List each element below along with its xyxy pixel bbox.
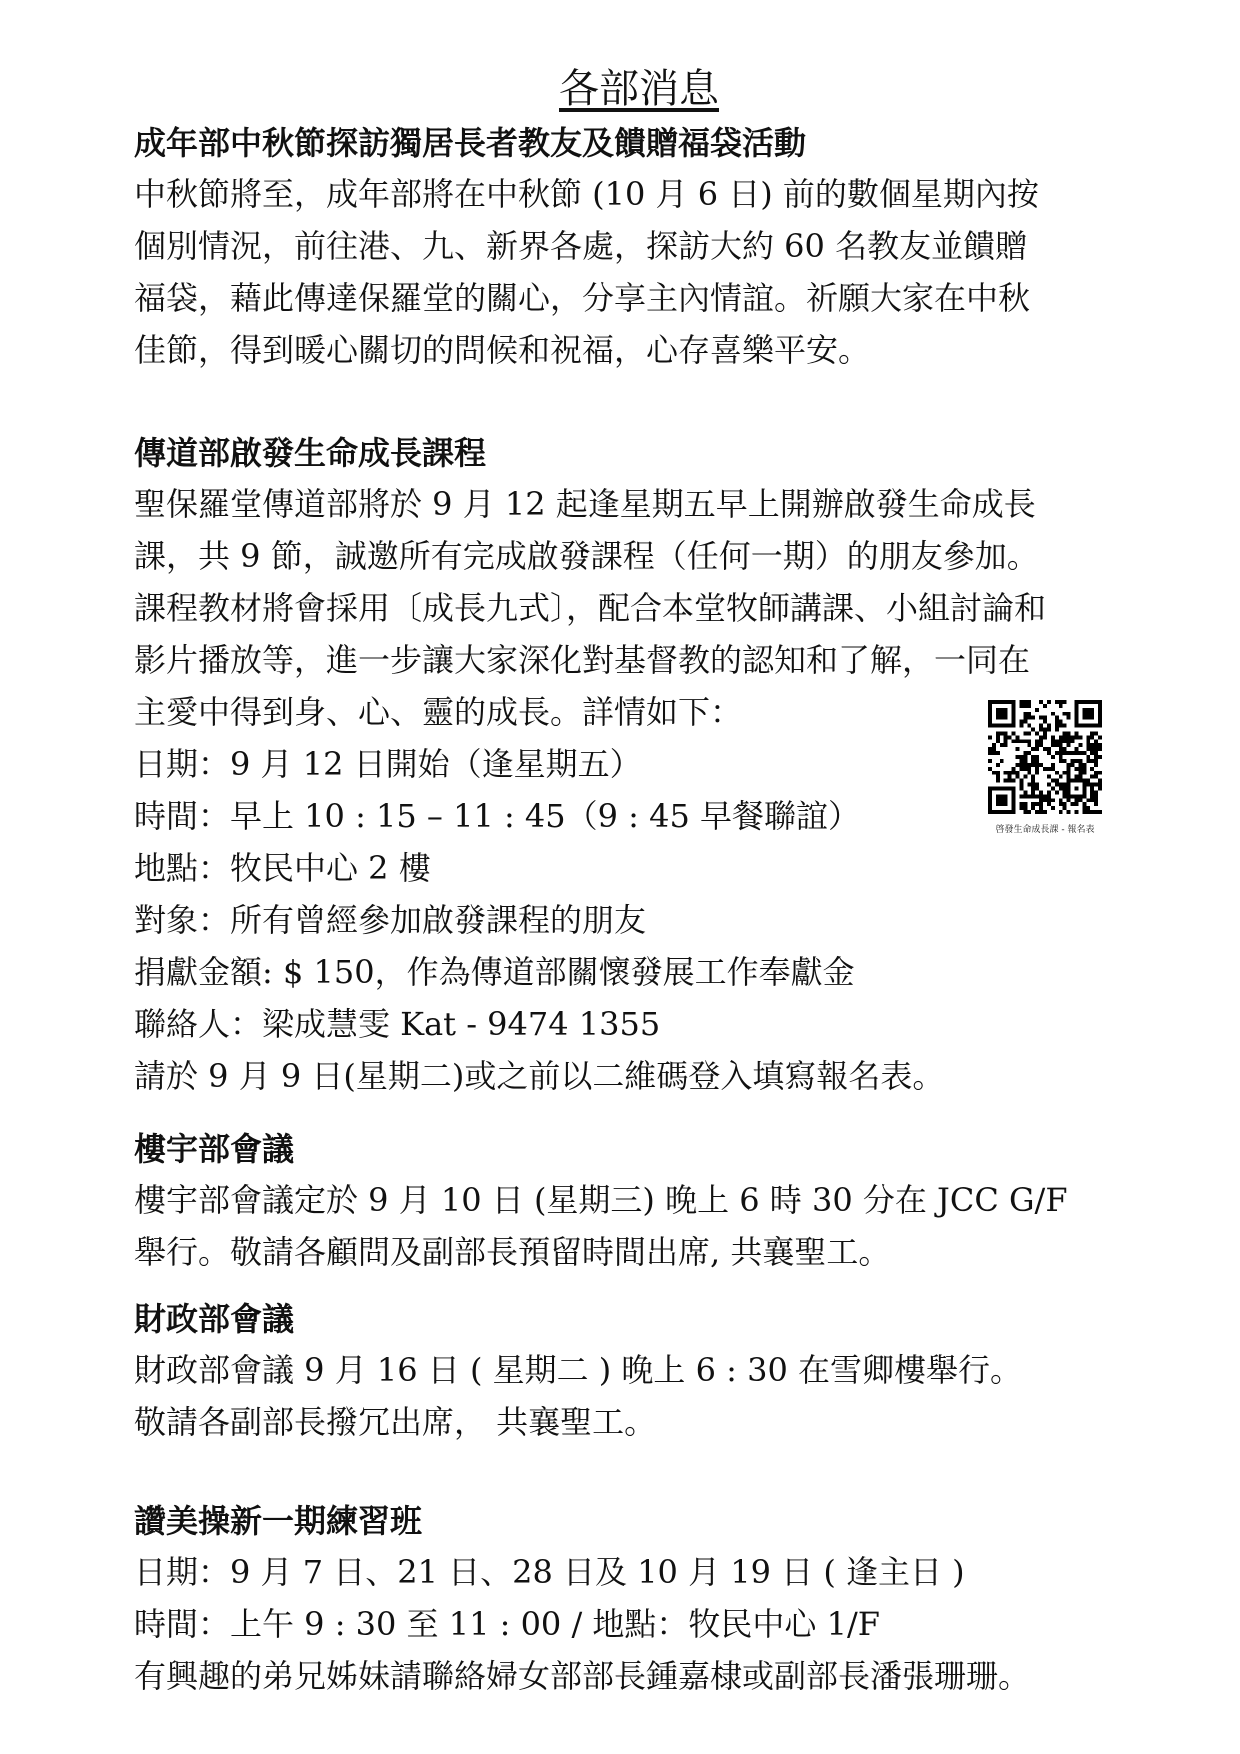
detail-contact: 聯絡人：梁成慧雯 Kat - 9474 1355 — [134, 1005, 661, 1043]
qr-code-block[interactable] — [980, 700, 1110, 836]
paragraph-line: 有興趣的弟兄姊妹請聯絡婦女部部長鍾嘉棣或副部長潘張珊珊。 — [134, 1657, 1031, 1695]
section-heading: 樓宇部會議 — [134, 1130, 295, 1168]
section-finance — [134, 1294, 1144, 1448]
detail-date: 日期：9 月 7 日、21 日、28 日及 10 月 19 日 ( 逢主日 ) — [134, 1553, 965, 1591]
qr-caption: 啓發生命成長課 - 報名表 — [995, 825, 1095, 835]
section-praise — [134, 1496, 1144, 1702]
section-heading: 傳道部啟發生命成長課程 — [134, 434, 487, 472]
paragraph-line: 課，共 9 節，誠邀所有完成啟發課程（任何一期）的朋友參加。 — [134, 537, 1039, 575]
paragraph-line: 個別情況，前往港、九、新界各處，探訪大約 60 名教友並饋贈 — [134, 227, 1028, 265]
page-title: 各部消息 — [559, 66, 719, 112]
bulletin-page — [134, 62, 1144, 1702]
detail-date: 日期：9 月 12 日開始（逢星期五） — [134, 745, 642, 783]
section-heading: 讚美操新一期練習班 — [134, 1502, 423, 1540]
section-adult — [134, 118, 1144, 376]
paragraph-line: 課程教材將會採用〔成長九式〕，配合本堂牧師講課、小組討論和 — [134, 589, 1047, 627]
paragraph-line: 主愛中得到身、心、靈的成長。詳情如下： — [134, 693, 743, 731]
detail-location: 地點：牧民中心 2 樓 — [134, 849, 431, 887]
detail-time: 時間：早上 10 : 15 – 11 : 45（9 : 45 早餐聯誼） — [134, 797, 861, 835]
detail-time-location: 時間：上午 9 : 30 至 11 : 00 / 地點：牧民中心 1/F — [134, 1605, 880, 1643]
paragraph-line: 財政部會議 9 月 16 日 ( 星期二 ) 晚上 6 : 30 在雪卿樓舉行。 — [134, 1351, 1022, 1389]
paragraph-line: 中秋節將至，成年部將在中秋節 (10 月 6 日) 前的數個星期內按 — [134, 175, 1039, 213]
paragraph-line: 舉行。敬請各顧問及副部長預留時間出席, 共襄聖工。 — [134, 1233, 891, 1271]
detail-audience: 對象：所有曾經參加啟發課程的朋友 — [134, 901, 647, 939]
paragraph-line: 福袋，藉此傳達保羅堂的關心，分享主內情誼。祈願大家在中秋 — [134, 279, 1031, 317]
section-heading: 財政部會議 — [134, 1300, 295, 1338]
paragraph-line: 敬請各副部長撥冗出席， 共襄聖工。 — [134, 1403, 657, 1441]
paragraph-line: 佳節，得到暖心關切的問候和祝福，心存喜樂平安。 — [134, 331, 871, 369]
section-heading: 成年部中秋節探訪獨居長者教友及饋贈福袋活動 — [134, 124, 807, 162]
paragraph-line: 影片播放等，進一步讓大家深化對基督教的認知和了解，一同在 — [134, 641, 1031, 679]
qr-code-icon[interactable] — [988, 700, 1102, 814]
detail-donation: 捐獻金額: $ 150，作為傳道部關懷發展工作奉獻金 — [134, 953, 855, 991]
paragraph-line: 聖保羅堂傳道部將於 9 月 12 起逢星期五早上開辦啟發生命成長 — [134, 485, 1036, 523]
paragraph-line: 樓宇部會議定於 9 月 10 日 (星期三) 晚上 6 時 30 分在 JCC G/F — [134, 1181, 1068, 1219]
detail-registration: 請於 9 月 9 日(星期二)或之前以二維碼登入填寫報名表。 — [134, 1057, 945, 1095]
section-building — [134, 1124, 1144, 1278]
